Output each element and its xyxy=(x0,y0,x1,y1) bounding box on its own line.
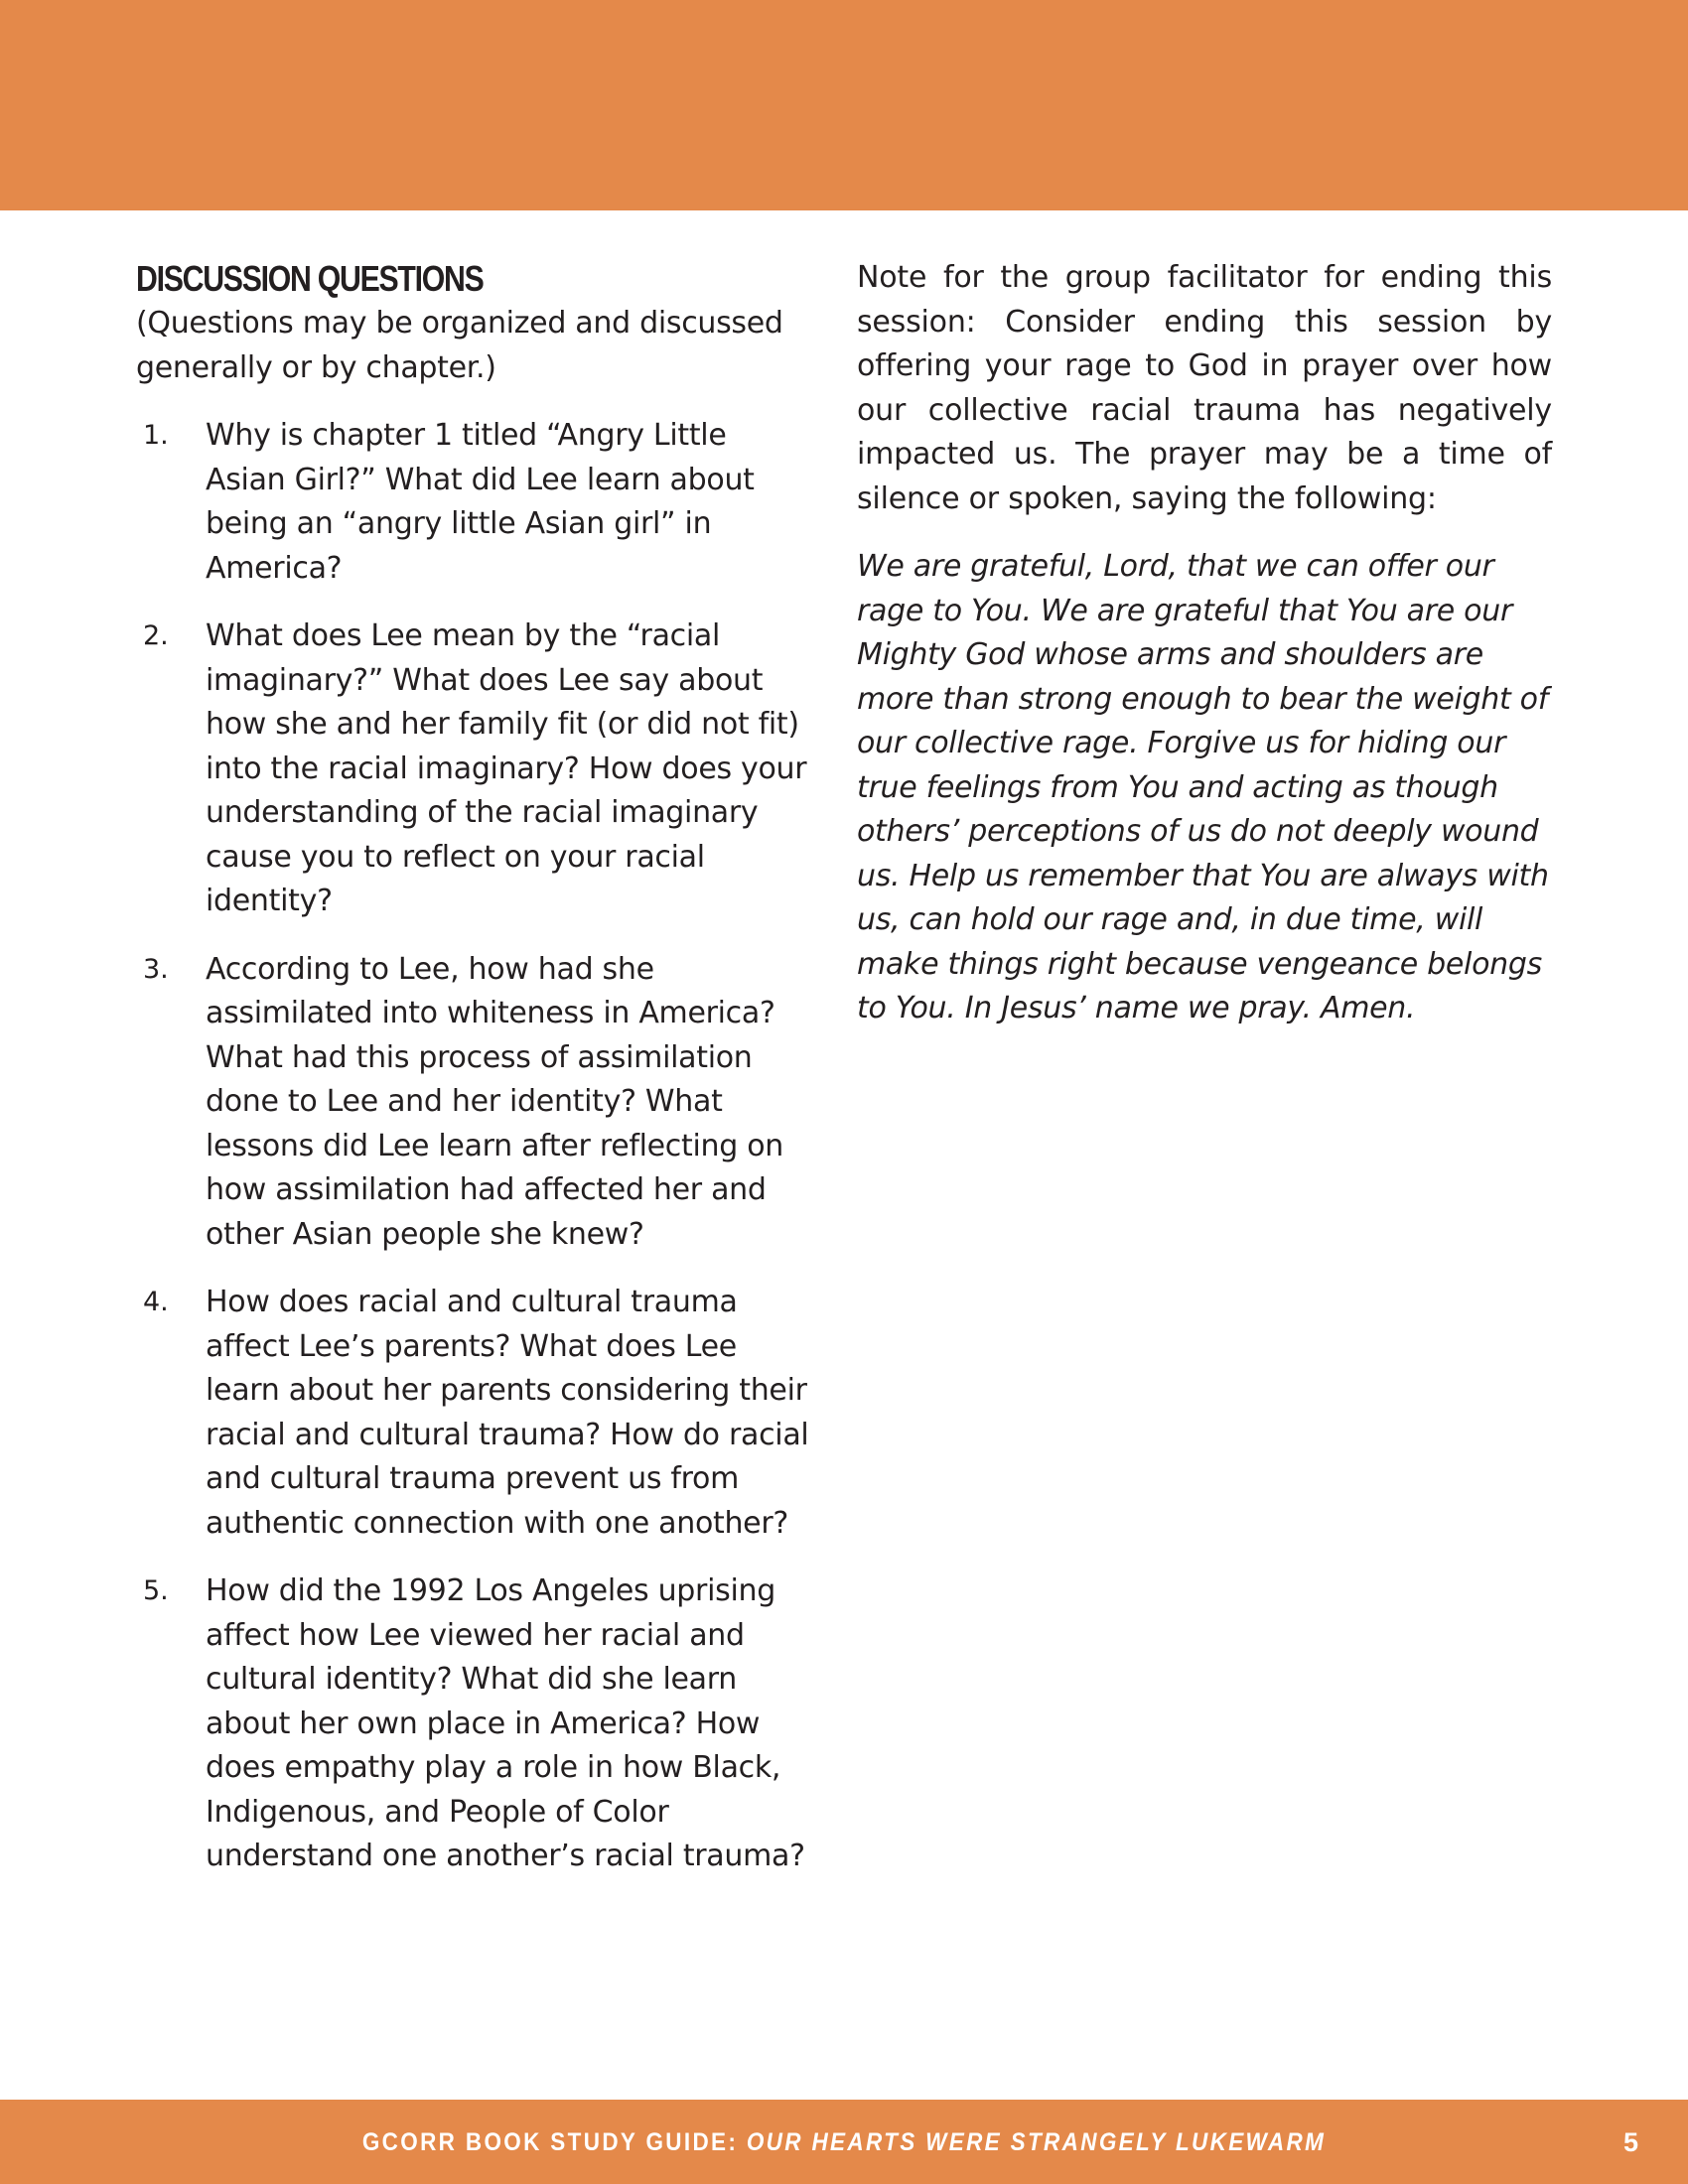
discussion-column xyxy=(136,256,815,1903)
question-item xyxy=(136,1281,815,1546)
closing-prayer: We are grateful, Lord, that we can offer our rage to You. We are grateful that You are our Mighty God whose arms and shoulders are more than strong enough to bear the weight of our collective rage. Forgive us for hiding our true feelings from You and acting as though others’ perceptions of us do not deeply wound us. Help us remember that You are always with us, can hold our rage and, in due time, will make things right because vengeance belongs to You. In Jesus’ name we pray. Amen. xyxy=(857,549,1549,1025)
footer-band xyxy=(0,2100,1688,2184)
facilitator-column xyxy=(857,256,1552,1903)
question-item xyxy=(136,1570,815,1879)
question-number: 4. xyxy=(143,1287,169,1317)
header-band xyxy=(0,0,1688,210)
page-content xyxy=(136,256,1552,1903)
page-number: 5 xyxy=(1622,2127,1638,2157)
footer-book-title: OUR HEARTS WERE STRANGELY LUKEWARM xyxy=(746,2128,1327,2156)
footer-title xyxy=(84,2126,1604,2158)
question-text: How did the 1992 Los Angeles uprising affect how Lee viewed her racial and cultural identity? What did she learn about her own place in America? How does empathy play a role in how Black, Indigenous, and People of Color understand one another’s racial trauma? xyxy=(206,1573,805,1873)
question-number: 3. xyxy=(143,953,169,985)
question-number: 1. xyxy=(143,420,169,451)
question-text: How does racial and cultural trauma affect Lee’s parents? What does Lee learn about her parents considering their racial and cultural trauma? How do racial and cultural trauma prevent us from authentic connection with one another? xyxy=(206,1285,809,1541)
question-list xyxy=(136,414,815,1879)
question-number: 2. xyxy=(143,620,169,651)
section-heading: DISCUSSION QUESTIONS xyxy=(136,258,484,299)
intro-text: (Questions may be organized and discussed generally or by chapter.) xyxy=(136,306,783,385)
footer-guide-label: GCORR BOOK STUDY GUIDE: xyxy=(361,2128,739,2156)
question-number: 5. xyxy=(143,1575,169,1606)
question-item xyxy=(136,614,815,924)
question-item xyxy=(136,414,815,591)
question-text: What does Lee mean by the “racial imaginary?” What does Lee say about how she and her family fit (or did not fit) into the racial imaginary? How does your understanding of the racial imaginary cause you to reflect on your racial identity? xyxy=(206,618,807,918)
question-text: According to Lee, how had she assimilated into whiteness in America? What had this process of assimilation done to Lee and her identity? What lessons did Lee learn after reflecting on how assimilation had affected her and other Asian people she knew? xyxy=(206,951,783,1252)
facilitator-note: Note for the group facilitator for ending this session: Consider ending this session by offering your rage to God in prayer over how our collective racial trauma has negatively impacted us. The prayer may be a time of silence or spoken, saying the following: xyxy=(857,260,1552,516)
question-text: Why is chapter 1 titled “Angry Little Asian Girl?” What did Lee learn about being an “angry little Asian girl” in America? xyxy=(206,418,755,586)
question-item xyxy=(136,948,815,1258)
